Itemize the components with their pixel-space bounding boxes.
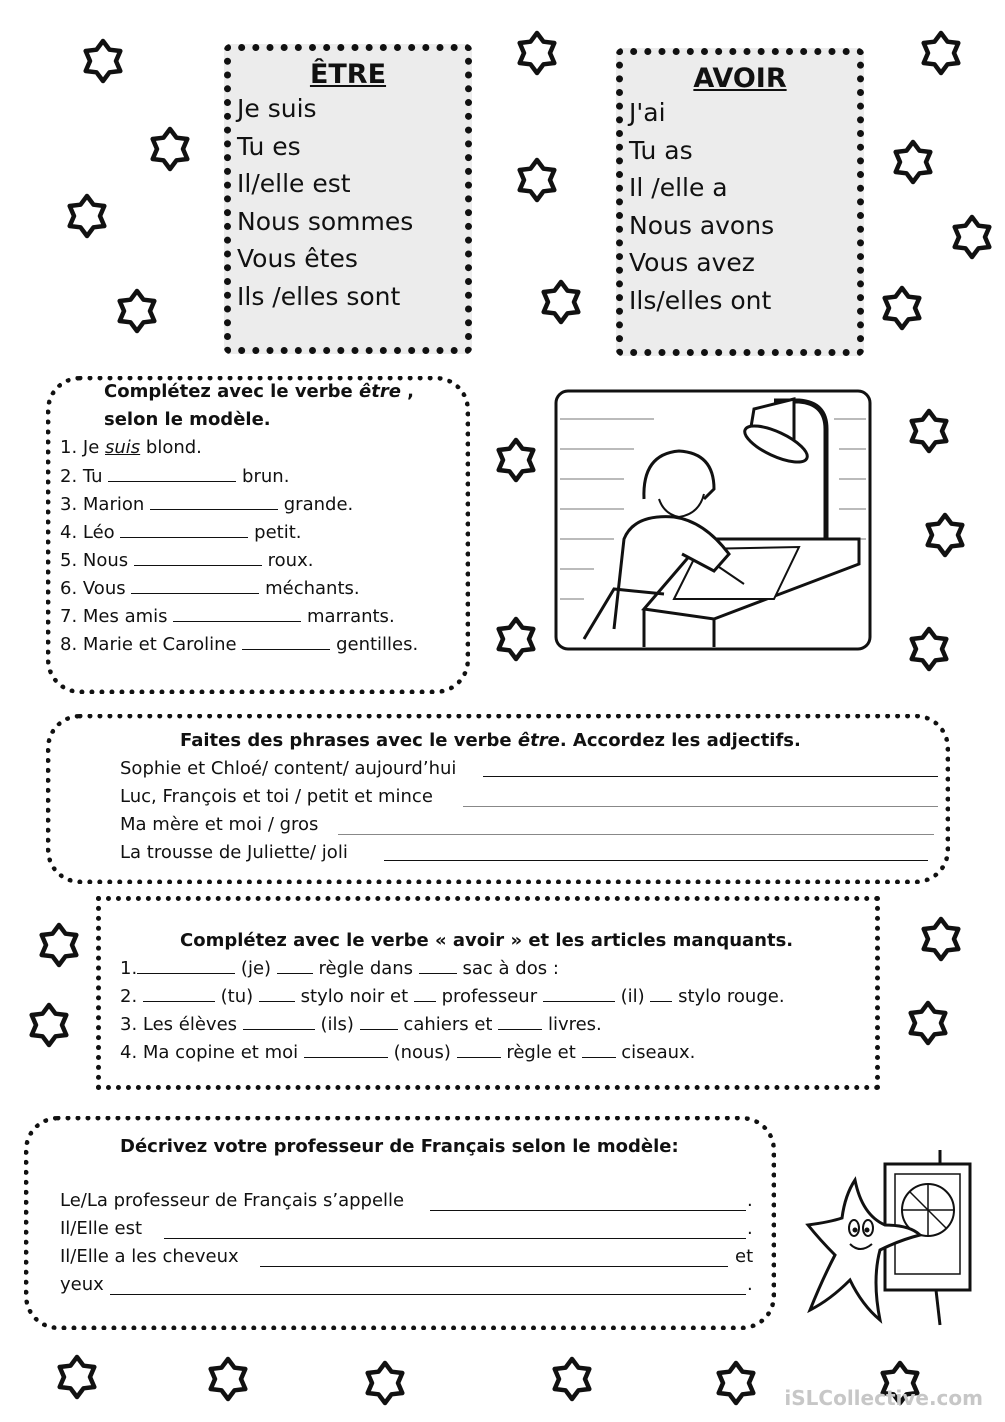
star-icon (918, 916, 964, 962)
answer-blank[interactable] (582, 1043, 616, 1058)
answer-blank[interactable] (134, 551, 262, 566)
girl-at-desk-illustration (554, 389, 872, 651)
star-icon (890, 139, 936, 185)
star-icon (922, 512, 968, 558)
avoir-line: Vous avez (629, 248, 755, 277)
avoir-title: AVOIR (693, 63, 787, 94)
avoir-conjugation-box (616, 48, 864, 356)
star-icon (493, 616, 539, 662)
answer-blank[interactable] (543, 987, 615, 1002)
answer-line[interactable] (384, 860, 928, 861)
avoir-line: J'ai (629, 98, 666, 127)
answer-blank[interactable] (419, 959, 457, 974)
etre-title: ÊTRE (309, 59, 387, 90)
starfish-teacher-illustration (800, 1140, 990, 1330)
exercise-1-item: 3. Marion grande. (60, 494, 354, 515)
etre-line: Je suis (237, 94, 317, 123)
exercise-2-prompt: La trousse de Juliette/ joli (120, 842, 348, 863)
avoir-line: Ils/elles ont (629, 285, 772, 315)
answer-blank[interactable] (108, 467, 236, 482)
etre-line: Nous sommes (237, 206, 414, 236)
star-icon (713, 1360, 759, 1406)
answer-blank[interactable] (242, 635, 330, 650)
exercise-4-line-label: Il/Elle a les cheveux (60, 1246, 239, 1267)
star-icon (514, 30, 560, 76)
star-icon (905, 1000, 951, 1046)
answer-line[interactable] (164, 1238, 746, 1239)
exercise-1-heading: Complétez avec le verbe être , (104, 381, 415, 402)
exercise-4-line-label: Il/Elle est (60, 1218, 143, 1239)
exercise-1-item: 2. Tu brun. (60, 466, 290, 487)
star-icon (36, 922, 82, 968)
answer-line[interactable] (110, 1294, 746, 1295)
answer-blank[interactable] (650, 987, 672, 1002)
exercise-4-heading: Décrivez votre professeur de Français selon le modèle: (120, 1136, 679, 1157)
answer-blank[interactable] (304, 1043, 388, 1058)
etre-conjugation-box (224, 44, 472, 354)
exercise-2-prompt: Luc, François et toi / petit et mince (120, 786, 433, 807)
etre-line: Ils /elles sont (237, 281, 401, 311)
star-icon (906, 626, 952, 672)
exercise-1-item: 6. Vous méchants. (60, 578, 360, 599)
exercise-4-line-end: et (735, 1246, 754, 1267)
etre-line: Vous êtes (237, 244, 358, 273)
answer-line[interactable] (430, 1210, 746, 1211)
etre-line: Tu es (237, 131, 301, 161)
exercise-4-line-label: yeux (60, 1274, 104, 1295)
star-icon (493, 437, 539, 483)
exercise-3-line: 2. (tu) stylo noir et professeur (il) stylo rouge. (120, 986, 785, 1007)
exercise-2-prompt: Ma mère et moi / gros (120, 814, 319, 835)
etre-line: Il/elle est (237, 169, 351, 198)
answer-blank[interactable] (137, 959, 235, 974)
sentence-dot: . (747, 1190, 753, 1211)
star-icon (26, 1002, 72, 1048)
answer-blank[interactable] (360, 1015, 398, 1030)
star-icon (879, 285, 925, 331)
answer-line[interactable] (338, 834, 934, 835)
answer-line[interactable] (483, 776, 938, 777)
star-icon (80, 38, 126, 84)
exercise-4-line-label: Le/La professeur de Français s’appelle (60, 1190, 405, 1211)
exercise-1-item: 8. Marie et Caroline gentilles. (60, 634, 419, 655)
answer-blank[interactable] (498, 1015, 542, 1030)
star-icon (54, 1354, 100, 1400)
answer-blank[interactable] (277, 959, 313, 974)
star-icon (147, 126, 193, 172)
star-icon (906, 408, 952, 454)
answer-blank[interactable] (143, 987, 215, 1002)
avoir-line: Il /elle a (629, 173, 728, 202)
star-icon (918, 30, 964, 76)
exercise-2-heading: Faites des phrases avec le verbe être. Accordez les adjectifs. (180, 730, 801, 751)
answer-blank[interactable] (259, 987, 295, 1002)
answer-blank[interactable] (131, 579, 259, 594)
exercise-3-line: 1. (je) règle dans sac à dos : (120, 958, 559, 979)
exercise-3-heading: Complétez avec le verbe « avoir » et les articles manquants. (180, 930, 794, 951)
exercise-1-item: 7. Mes amis marrants. (60, 606, 395, 627)
answer-line[interactable] (260, 1266, 728, 1267)
sentence-dot: . (747, 1274, 753, 1295)
exercise-2-prompt: Sophie et Chloé/ content/ aujourd’hui (120, 758, 457, 779)
answer-line[interactable] (463, 806, 938, 807)
star-icon (538, 279, 584, 325)
star-icon (205, 1356, 251, 1402)
exercise-3-line: 4. Ma copine et moi (nous) règle et ciseaux. (120, 1042, 696, 1063)
answer-blank[interactable] (414, 987, 436, 1002)
exercise-3-line: 3. Les élèves (ils) cahiers et livres. (120, 1014, 602, 1035)
answer-blank[interactable] (150, 495, 278, 510)
exercise-1-model: 1. Je suis blond. (60, 437, 202, 458)
exercise-1-heading-line2: selon le modèle. (104, 409, 271, 430)
avoir-line: Nous avons (629, 210, 775, 240)
answer-blank[interactable] (457, 1043, 501, 1058)
star-icon (549, 1356, 595, 1402)
answer-blank[interactable] (243, 1015, 315, 1030)
answer-blank[interactable] (173, 607, 301, 622)
answer-blank[interactable] (120, 523, 248, 538)
sentence-dot: . (747, 1218, 753, 1239)
star-icon (362, 1360, 408, 1406)
exercise-1-item: 5. Nous roux. (60, 550, 314, 571)
watermark: iSLCollective.com (784, 1386, 983, 1410)
star-icon (64, 193, 110, 239)
star-icon (514, 157, 560, 203)
star-icon (949, 214, 995, 260)
exercise-1-item: 4. Léo petit. (60, 522, 302, 543)
avoir-line: Tu as (629, 135, 693, 165)
star-icon (114, 288, 160, 334)
